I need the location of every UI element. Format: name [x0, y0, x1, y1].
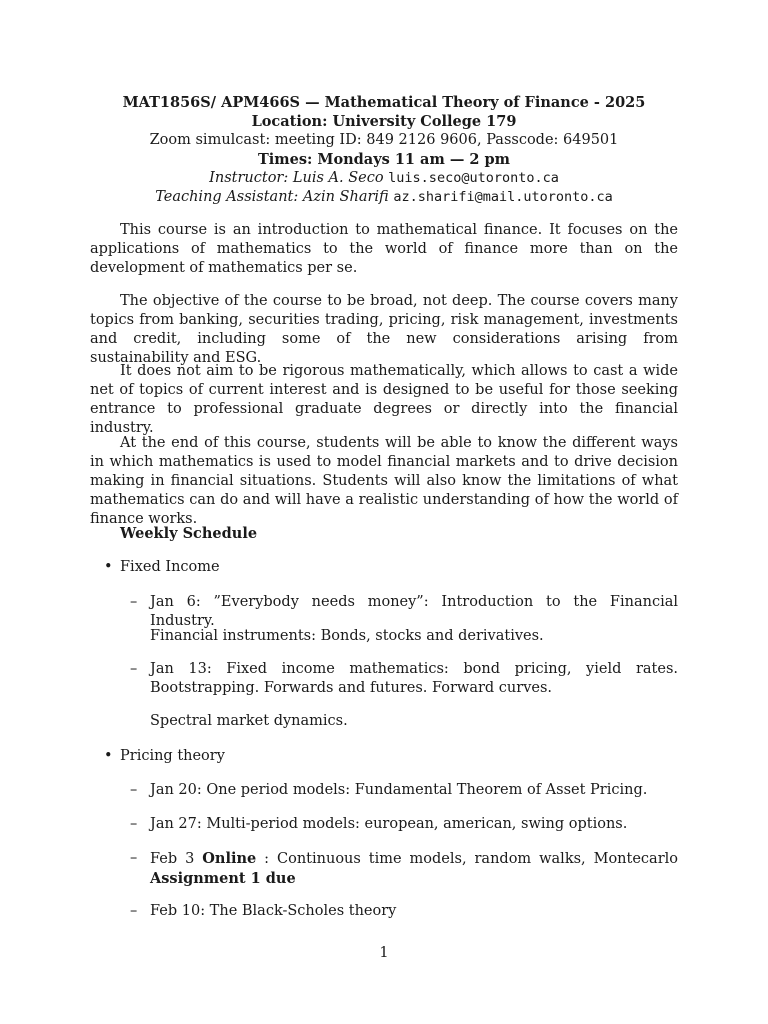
weekly-schedule-heading: Weekly Schedule — [120, 525, 258, 542]
item-date: Feb 3 — [150, 851, 195, 867]
schedule-item-feb3 — [130, 849, 678, 889]
objective-paragraph — [90, 292, 678, 368]
course-times: Times: Mondays 11 am — 2 pm — [257, 151, 511, 168]
online-label: Online — [202, 850, 257, 867]
schedule-item-jan6 — [130, 593, 678, 631]
schedule-item-feb10 — [130, 902, 678, 921]
course-title: MAT1856S/ APM466S — Mathematical Theory of Finance - 2025 — [122, 94, 646, 111]
course-header — [90, 93, 678, 207]
schedule-item-jan27 — [130, 815, 678, 834]
schedule-item-jan20 — [130, 781, 678, 800]
rigor-paragraph — [90, 362, 678, 438]
dash-icon: – — [130, 816, 138, 832]
bullet-icon: • — [104, 559, 113, 575]
instructor-email[interactable]: luis.seco@utoronto.ca — [388, 170, 559, 186]
item-subtext: Financial instruments: Bonds, stocks and derivatives. — [150, 628, 544, 644]
bullet-icon: • — [104, 748, 113, 764]
ta-email[interactable]: az.sharifi@mail.utoronto.ca — [393, 189, 613, 205]
ta-name: Teaching Assistant: Azin Sharifi — [155, 189, 389, 205]
page-number: 1 — [379, 945, 389, 961]
item-text — [150, 849, 678, 889]
topic-label: Fixed Income — [120, 559, 220, 575]
intro-paragraph — [90, 221, 678, 278]
paragraph-text: It does not aim to be rigorous mathematically, which allows to cast a wide net of topics of current interest and is designed to be useful for those seeking entrance to professional graduate degrees or directly into the financial industry. — [90, 363, 678, 436]
item-text: Jan 27: Multi-period models: european, american, swing options. — [150, 816, 628, 832]
outcomes-paragraph — [90, 434, 678, 529]
topic-label: Pricing theory — [120, 748, 225, 764]
paragraph-text: The objective of the course to be broad, not deep. The course covers many topics from banking, securities trading, pricing, risk management, investments and credit, including some of the new considerations arising from sustainability and ESG. — [90, 293, 678, 366]
ta-line — [90, 188, 678, 207]
course-location: Location: University College 179 — [251, 113, 517, 130]
item-text: Feb 10: The Black-Scholes theory — [150, 903, 397, 919]
assignment-due-label: Assignment 1 due — [150, 870, 296, 887]
schedule-item-jan13 — [130, 660, 678, 698]
item-subtext: Spectral market dynamics. — [150, 713, 348, 729]
item-text: Jan 6: ”Everybody needs money”: Introduction to the Financial Industry. — [150, 594, 678, 629]
dash-icon: – — [130, 594, 138, 610]
item-text: Jan 20: One period models: Fundamental Theorem of Asset Pricing. — [150, 782, 648, 798]
dash-icon: – — [130, 661, 138, 677]
paragraph-text: At the end of this course, students will be able to know the different ways in which mathematics is used to model financial markets and to drive decision making in financial situations. Students will also know the limitations of what mathematics can do and will have a realistic understanding of how the world of finance works. — [90, 435, 678, 527]
paragraph-text: This course is an introduction to mathematical finance. It focuses on the applications of mathematics to the world of finance more than on the development of mathematics per se. — [90, 222, 678, 276]
instructor-line — [90, 169, 678, 188]
dash-icon: – — [130, 903, 138, 919]
item-description: : Continuous time models, random walks, Montecarlo — [256, 851, 678, 867]
instructor-name: Instructor: Luis A. Seco — [209, 170, 384, 186]
dash-icon: – — [130, 850, 138, 866]
item-text: Jan 13: Fixed income mathematics: bond pricing, yield rates. Bootstrapping. Forwards and futures. Forward curves. — [150, 661, 678, 696]
zoom-info: Zoom simulcast: meeting ID: 849 2126 9606, Passcode: 649501 — [149, 132, 619, 148]
dash-icon: – — [130, 782, 138, 798]
